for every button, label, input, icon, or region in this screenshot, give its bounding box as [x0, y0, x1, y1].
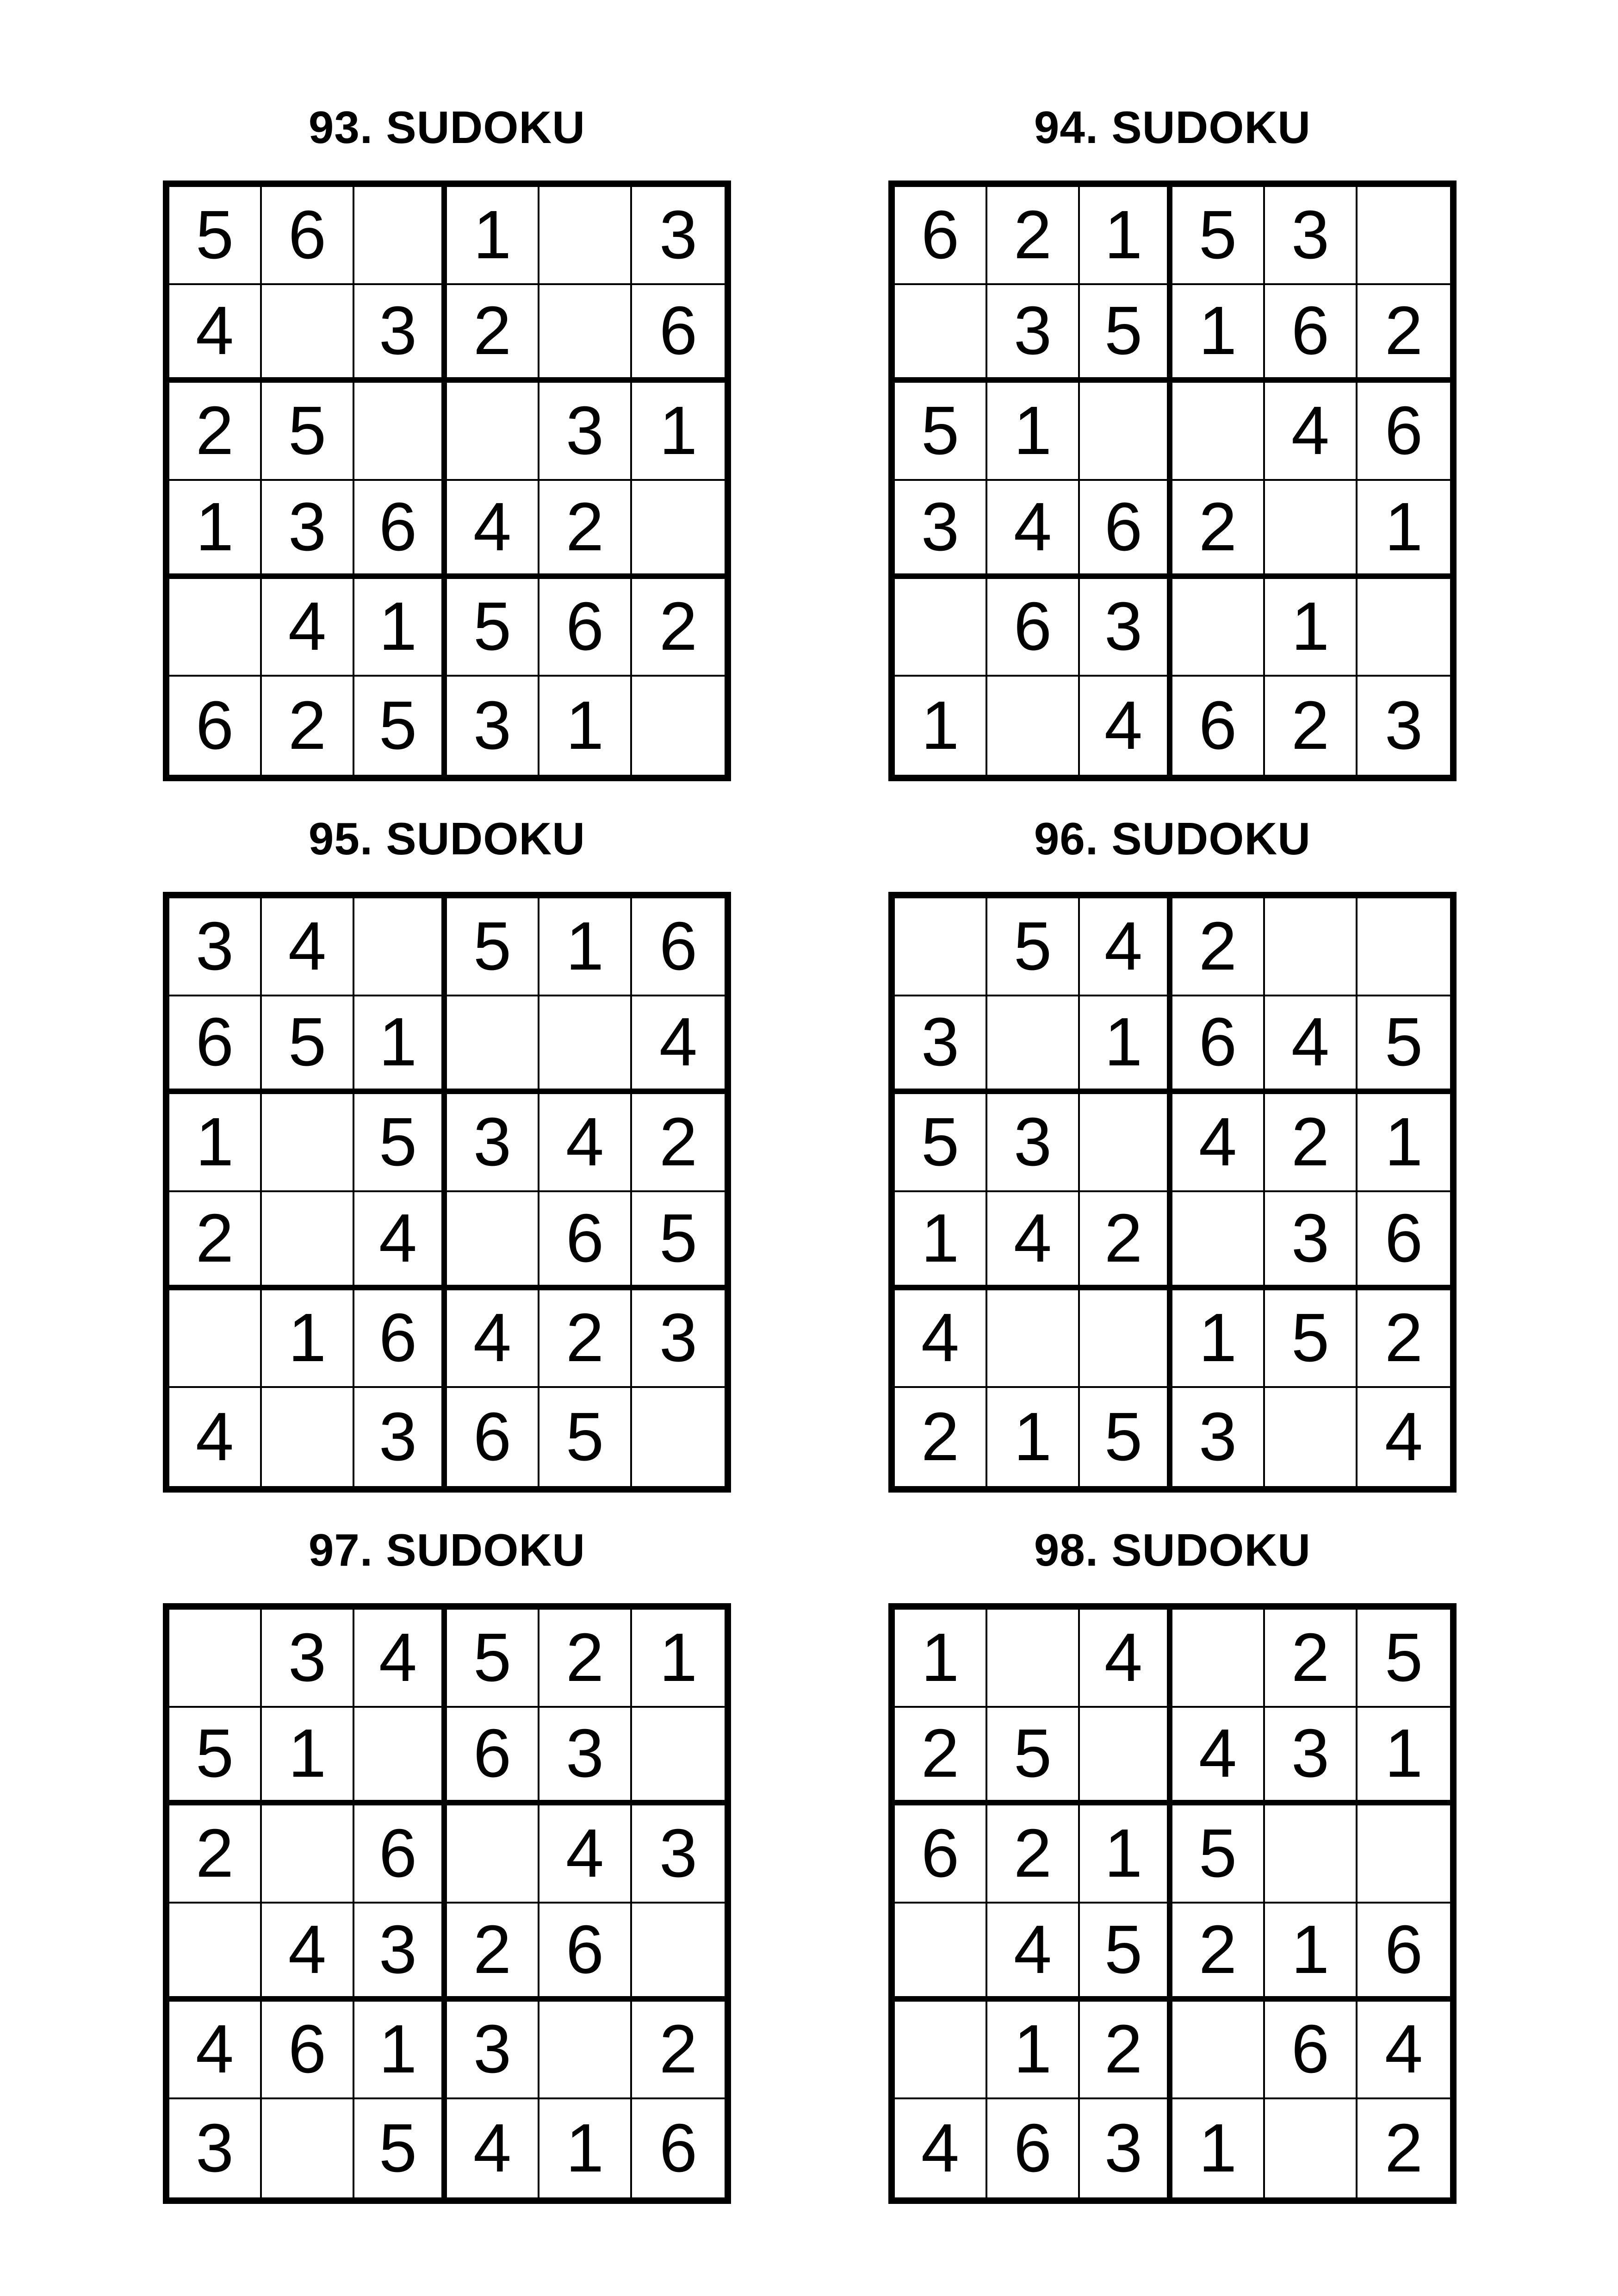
sudoku-cell: 4 — [1080, 898, 1172, 996]
sudoku-cell: 2 — [169, 1805, 262, 1904]
sudoku-cell — [447, 383, 539, 481]
sudoku-cell: 3 — [632, 187, 725, 285]
sudoku-cell: 1 — [262, 1290, 354, 1388]
sudoku-cell: 2 — [632, 1094, 725, 1192]
sudoku-cell — [895, 579, 987, 677]
puzzle-title: 97. SUDOKU — [308, 1524, 586, 1575]
sudoku-cell: 6 — [169, 677, 262, 775]
sudoku-cell — [1172, 383, 1265, 481]
sudoku-cell: 2 — [1265, 677, 1358, 775]
sudoku-cell: 4 — [354, 1610, 447, 1708]
sudoku-cell: 2 — [169, 1192, 262, 1290]
sudoku-puzzle-94 — [888, 93, 1457, 764]
sudoku-cell: 2 — [1265, 1610, 1358, 1708]
sudoku-grid — [888, 1603, 1457, 2204]
sudoku-cell: 3 — [354, 1904, 447, 2002]
sudoku-cell — [169, 1290, 262, 1388]
sudoku-cell — [169, 1610, 262, 1708]
sudoku-cell — [262, 1805, 354, 1904]
sudoku-cell: 2 — [539, 481, 632, 579]
sudoku-cell: 1 — [1358, 1094, 1450, 1192]
sudoku-cell: 1 — [1172, 285, 1265, 383]
sudoku-cell: 3 — [354, 1388, 447, 1486]
sudoku-cell: 2 — [447, 1904, 539, 2002]
sudoku-cell — [895, 2002, 987, 2100]
sudoku-cell: 1 — [987, 1388, 1080, 1486]
sudoku-cell — [1080, 383, 1172, 481]
sudoku-cell — [262, 1094, 354, 1192]
sudoku-cell — [354, 898, 447, 996]
sudoku-cell: 1 — [354, 2002, 447, 2100]
sudoku-cell — [987, 1290, 1080, 1388]
sudoku-cell: 6 — [895, 1805, 987, 1904]
sudoku-cell: 4 — [447, 2099, 539, 2197]
sudoku-cell — [262, 1192, 354, 1290]
sudoku-cell: 1 — [1172, 2099, 1265, 2197]
sudoku-cell: 6 — [1172, 996, 1265, 1095]
sudoku-cell: 5 — [1080, 1388, 1172, 1486]
puzzle-title: 95. SUDOKU — [308, 813, 586, 864]
sudoku-cell — [1265, 2099, 1358, 2197]
sudoku-cell: 6 — [447, 1708, 539, 1806]
sudoku-cell — [354, 1708, 447, 1806]
sudoku-cell: 1 — [539, 898, 632, 996]
sudoku-cell: 1 — [169, 481, 262, 579]
sudoku-cell — [1080, 1290, 1172, 1388]
sudoku-cell — [354, 383, 447, 481]
sudoku-cell: 4 — [1358, 2002, 1450, 2100]
sudoku-cell — [169, 1904, 262, 2002]
sudoku-cell: 6 — [1080, 481, 1172, 579]
sudoku-cell — [539, 187, 632, 285]
sudoku-cell: 5 — [169, 1708, 262, 1806]
puzzle-title: 93. SUDOKU — [308, 102, 586, 153]
sudoku-cell — [987, 996, 1080, 1095]
sudoku-cell: 2 — [1265, 1094, 1358, 1192]
sudoku-cell: 1 — [539, 2099, 632, 2197]
puzzle-title: 94. SUDOKU — [1034, 102, 1311, 153]
sudoku-cell: 6 — [659, 2110, 698, 2187]
sudoku-cell: 1 — [354, 996, 447, 1095]
sudoku-cell: 5 — [987, 898, 1080, 996]
sudoku-cell: 6 — [539, 1192, 632, 1290]
sudoku-puzzle-93 — [163, 93, 731, 764]
sudoku-cell: 1 — [632, 1610, 725, 1708]
sudoku-cell: 5 — [354, 2099, 447, 2197]
sudoku-cell: 1 — [895, 677, 987, 775]
sudoku-cell — [632, 677, 725, 775]
sudoku-cell — [1358, 1805, 1450, 1904]
sudoku-cell: 4 — [169, 1388, 262, 1486]
sudoku-cell — [1080, 1708, 1172, 1806]
sudoku-cell: 5 — [632, 1192, 725, 1290]
sudoku-cell — [895, 285, 987, 383]
sudoku-cell: 4 — [895, 1290, 987, 1388]
sudoku-cell — [895, 1904, 987, 2002]
sudoku-grid — [163, 892, 731, 1493]
sudoku-cell — [1358, 898, 1450, 996]
sudoku-cell — [1265, 1805, 1358, 1904]
sudoku-cell: 6 — [1358, 1192, 1450, 1290]
sudoku-cell — [262, 1388, 354, 1486]
sudoku-cell — [1172, 579, 1265, 677]
sudoku-cell — [632, 481, 725, 579]
sudoku-cell: 1 — [447, 187, 539, 285]
sudoku-cell: 1 — [1080, 1805, 1172, 1904]
sudoku-cell: 4 — [447, 481, 539, 579]
sudoku-cell: 6 — [354, 1805, 447, 1904]
sudoku-cell: 3 — [632, 1290, 725, 1388]
sudoku-cell: 4 — [1172, 1708, 1265, 1806]
sudoku-cell: 3 — [447, 2002, 539, 2100]
sudoku-cell — [632, 1708, 725, 1806]
sudoku-cell: 5 — [354, 677, 447, 775]
sudoku-cell: 4 — [262, 1904, 354, 2002]
sudoku-cell: 6 — [262, 187, 354, 285]
sudoku-cell: 5 — [1358, 1610, 1450, 1708]
sudoku-cell: 5 — [169, 187, 262, 285]
sudoku-cell: 1 — [539, 677, 632, 775]
sudoku-cell: 4 — [539, 1805, 632, 1904]
sudoku-cell: 2 — [1080, 1192, 1172, 1290]
sudoku-cell: 1 — [895, 1192, 987, 1290]
sudoku-cell: 5 — [1358, 996, 1450, 1095]
sudoku-cell: 4 — [354, 1192, 447, 1290]
sudoku-cell: 2 — [895, 1708, 987, 1806]
sudoku-cell: 3 — [1080, 579, 1172, 677]
sudoku-cell: 4 — [1080, 1610, 1172, 1708]
sudoku-puzzle-97 — [163, 1515, 731, 2187]
sudoku-cell — [1358, 187, 1450, 285]
sudoku-cell: 4 — [1172, 1094, 1265, 1192]
sudoku-cell: 5 — [262, 383, 354, 481]
sudoku-puzzle-96 — [888, 804, 1457, 1475]
sudoku-cell — [447, 1192, 539, 1290]
sudoku-cell — [539, 2002, 632, 2100]
sudoku-cell: 1 — [1080, 996, 1172, 1095]
sudoku-cell — [539, 996, 632, 1095]
sudoku-cell: 2 — [987, 187, 1080, 285]
sudoku-cell: 1 — [1265, 579, 1358, 677]
sudoku-cell: 1 — [1358, 481, 1450, 579]
sudoku-cell: 4 — [262, 579, 354, 677]
sudoku-cell: 3 — [539, 383, 632, 481]
sudoku-cell: 4 — [895, 2099, 987, 2197]
sudoku-cell: 1 — [987, 383, 1080, 481]
sudoku-cell: 6 — [1265, 2002, 1358, 2100]
sudoku-cell: 5 — [895, 383, 987, 481]
sudoku-cell: 5 — [1172, 1805, 1265, 1904]
sudoku-cell: 3 — [895, 481, 987, 579]
sudoku-cell: 2 — [987, 1805, 1080, 1904]
puzzle-title: 98. SUDOKU — [1034, 1524, 1311, 1575]
sudoku-cell: 4 — [539, 1094, 632, 1192]
sudoku-grid — [888, 892, 1457, 1493]
sudoku-cell — [262, 2099, 354, 2197]
sudoku-cell: 3 — [169, 2099, 262, 2197]
sudoku-cell — [1265, 898, 1358, 996]
sudoku-cell: 6 — [1358, 1904, 1450, 2002]
sudoku-cell: 6 — [539, 1904, 632, 2002]
sudoku-cell: 3 — [169, 898, 262, 996]
sudoku-cell: 1 — [987, 2002, 1080, 2100]
sudoku-cell: 4 — [1080, 677, 1172, 775]
sudoku-cell: 4 — [1265, 996, 1358, 1095]
sudoku-cell: 3 — [895, 996, 987, 1095]
sudoku-cell — [632, 1904, 725, 2002]
sudoku-cell: 6 — [169, 996, 262, 1095]
sudoku-cell: 1 — [1172, 1290, 1265, 1388]
sudoku-cell: 1 — [169, 1094, 262, 1192]
sudoku-cell: 6 — [632, 898, 725, 996]
sudoku-cell — [1265, 1388, 1358, 1486]
sudoku-cell: 1 — [1265, 1904, 1358, 2002]
sudoku-cell: 6 — [987, 2099, 1080, 2197]
sudoku-cell — [447, 996, 539, 1095]
sudoku-cell: 1 — [262, 1708, 354, 1806]
sudoku-cell: 3 — [262, 1610, 354, 1708]
sudoku-cell: 5 — [539, 1388, 632, 1486]
sudoku-cell: 6 — [1265, 285, 1358, 383]
sudoku-cell: 6 — [1358, 383, 1450, 481]
sudoku-cell: 5 — [1265, 1290, 1358, 1388]
sudoku-cell: 2 — [1358, 285, 1450, 383]
sudoku-cell: 1 — [1358, 1708, 1450, 1806]
sudoku-cell — [1172, 1192, 1265, 1290]
sudoku-cell — [447, 1805, 539, 1904]
sudoku-cell: 3 — [1080, 2099, 1172, 2197]
sudoku-cell: 4 — [169, 2002, 262, 2100]
sudoku-cell: 2 — [169, 383, 262, 481]
sudoku-cell: 5 — [1080, 285, 1172, 383]
sudoku-cell: 5 — [447, 898, 539, 996]
sudoku-cell: 2 — [1080, 2002, 1172, 2100]
sudoku-cell: 4 — [262, 898, 354, 996]
sudoku-cell: 3 — [1172, 1388, 1265, 1486]
sudoku-cell: 2 — [895, 1388, 987, 1486]
sudoku-cell: 6 — [354, 1290, 447, 1388]
sudoku-cell: 5 — [447, 579, 539, 677]
sudoku-cell: 6 — [895, 187, 987, 285]
sudoku-cell: 4 — [169, 285, 262, 383]
sudoku-cell: 2 — [447, 285, 539, 383]
sudoku-cell: 5 — [447, 1610, 539, 1708]
sudoku-cell: 2 — [1358, 1290, 1450, 1388]
sudoku-cell: 3 — [539, 1708, 632, 1806]
sudoku-cell — [1265, 481, 1358, 579]
sudoku-cell: 3 — [1265, 187, 1358, 285]
sudoku-cell: 4 — [987, 481, 1080, 579]
sudoku-cell — [895, 898, 987, 996]
sudoku-cell: 6 — [539, 579, 632, 677]
sudoku-cell: 2 — [539, 1290, 632, 1388]
sudoku-cell: 2 — [1172, 898, 1265, 996]
sudoku-cell: 6 — [1172, 677, 1265, 775]
sudoku-cell: 3 — [1265, 1708, 1358, 1806]
sudoku-cell: 4 — [987, 1904, 1080, 2002]
sudoku-cell: 3 — [1265, 1192, 1358, 1290]
sudoku-grid — [163, 180, 731, 781]
sudoku-cell: 3 — [1384, 687, 1423, 764]
sudoku-cell: 3 — [447, 677, 539, 775]
sudoku-cell: 2 — [632, 579, 725, 677]
sudoku-cell — [354, 187, 447, 285]
sudoku-cell: 6 — [354, 481, 447, 579]
sudoku-puzzle-95 — [163, 804, 731, 1475]
sudoku-cell: 2 — [1172, 1904, 1265, 2002]
sudoku-cell — [987, 677, 1080, 775]
sudoku-cell: 6 — [447, 1388, 539, 1486]
sudoku-cell — [1080, 1094, 1172, 1192]
puzzle-title: 96. SUDOKU — [1034, 813, 1311, 864]
sudoku-cell — [262, 285, 354, 383]
sudoku-cell: 5 — [1172, 187, 1265, 285]
sudoku-cell: 3 — [354, 285, 447, 383]
sudoku-cell: 3 — [987, 285, 1080, 383]
sudoku-cell: 4 — [1384, 1399, 1423, 1475]
sudoku-cell: 6 — [632, 285, 725, 383]
sudoku-cell: 4 — [447, 1290, 539, 1388]
sudoku-grid — [163, 1603, 731, 2204]
sudoku-cell: 4 — [1265, 383, 1358, 481]
sudoku-cell: 2 — [632, 2002, 725, 2100]
sudoku-cell: 3 — [632, 1805, 725, 1904]
sudoku-cell: 2 — [262, 677, 354, 775]
sudoku-cell — [1172, 1610, 1265, 1708]
sudoku-cell: 3 — [447, 1094, 539, 1192]
sudoku-cell — [1358, 579, 1450, 677]
sudoku-cell: 3 — [987, 1094, 1080, 1192]
sudoku-cell — [632, 1388, 725, 1486]
sudoku-cell — [987, 1610, 1080, 1708]
sudoku-cell — [1172, 2002, 1265, 2100]
sudoku-cell: 4 — [987, 1192, 1080, 1290]
sudoku-cell: 2 — [1384, 2110, 1423, 2187]
sudoku-cell: 6 — [987, 579, 1080, 677]
sudoku-cell: 5 — [1080, 1904, 1172, 2002]
sudoku-cell: 5 — [262, 996, 354, 1095]
sudoku-cell: 5 — [354, 1094, 447, 1192]
sudoku-cell — [539, 285, 632, 383]
sudoku-cell: 5 — [895, 1094, 987, 1192]
sudoku-grid — [888, 180, 1457, 781]
sudoku-cell: 2 — [539, 1610, 632, 1708]
sudoku-cell: 5 — [987, 1708, 1080, 1806]
sudoku-cell: 1 — [1080, 187, 1172, 285]
sudoku-cell: 6 — [262, 2002, 354, 2100]
sudoku-cell: 3 — [262, 481, 354, 579]
sudoku-cell: 1 — [632, 383, 725, 481]
sudoku-cell: 2 — [1172, 481, 1265, 579]
sudoku-cell: 4 — [632, 996, 725, 1095]
sudoku-cell: 1 — [354, 579, 447, 677]
sudoku-cell: 1 — [895, 1610, 987, 1708]
sudoku-puzzle-98 — [888, 1515, 1457, 2187]
sudoku-cell — [169, 579, 262, 677]
